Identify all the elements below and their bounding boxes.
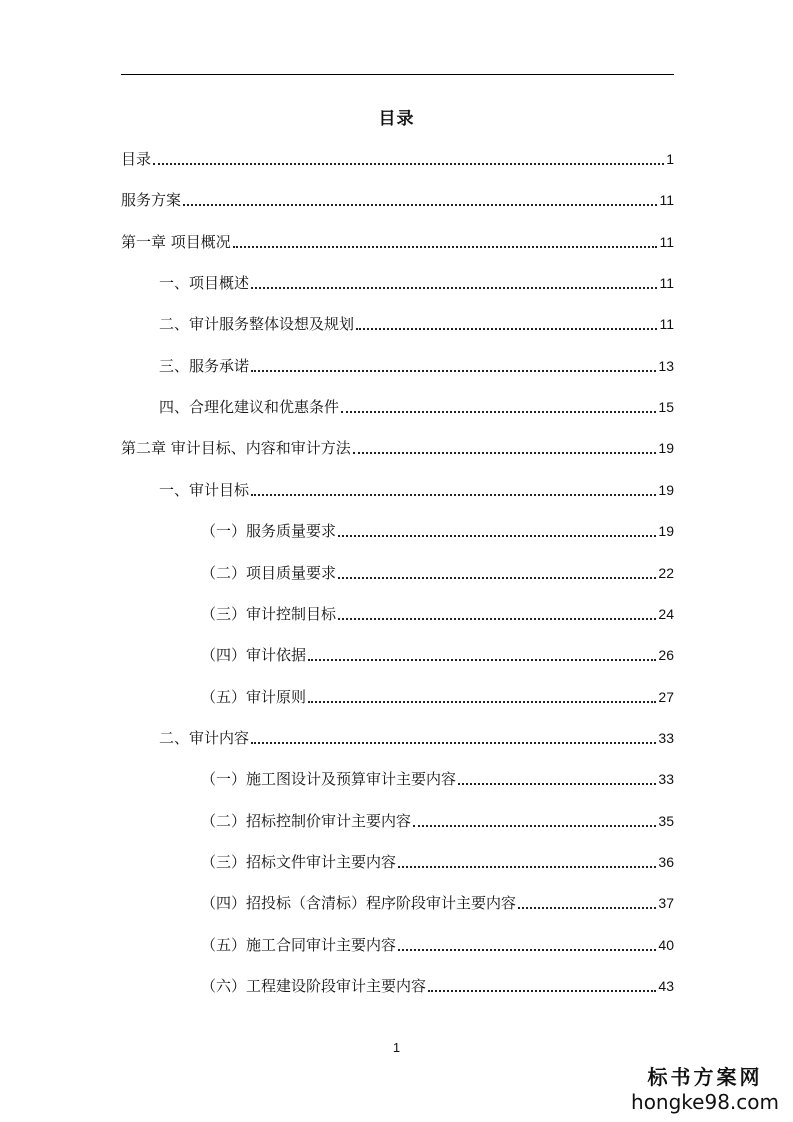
toc-entry-page: 11 (659, 316, 674, 333)
toc-entry[interactable] (121, 355, 674, 377)
toc-dot-leader (338, 535, 656, 537)
toc-dot-leader (251, 287, 657, 289)
toc-dot-leader (251, 370, 656, 372)
toc-entry-page: 11 (659, 233, 674, 250)
toc-dot-leader (308, 659, 656, 661)
toc-entry-label: 第一章 项目概况 (121, 232, 231, 251)
toc-entry-page: 11 (659, 275, 674, 292)
toc-entry-page: 33 (658, 771, 674, 788)
toc-entry[interactable] (121, 148, 674, 170)
toc-entry-page: 19 (658, 481, 674, 498)
toc-entry-label: （五）施工合同审计主要内容 (201, 935, 397, 954)
page-number: 1 (392, 1040, 401, 1055)
toc-dot-leader (338, 618, 656, 620)
toc-entry[interactable] (121, 851, 674, 873)
toc-entry[interactable] (121, 934, 674, 956)
toc-entry-page: 26 (658, 647, 674, 664)
toc-entry-label: 一、项目概述 (159, 274, 250, 293)
watermark-url: hongke98.com (631, 1090, 779, 1114)
toc-dot-leader (398, 949, 656, 951)
toc-entry-label: 四、合理化建议和优惠条件 (159, 398, 340, 417)
toc-entry-page: 15 (658, 399, 674, 416)
toc-entry-label: （二）招标控制价审计主要内容 (201, 811, 412, 830)
toc-dot-leader (428, 990, 656, 992)
toc-entry-page: 11 (659, 192, 674, 209)
toc-dot-leader (338, 577, 656, 579)
toc-dot-leader (356, 328, 657, 330)
toc-dot-leader (251, 494, 656, 496)
toc-dot-leader (413, 825, 656, 827)
toc-entry[interactable] (121, 603, 674, 625)
toc-dot-leader (183, 204, 657, 206)
toc-entry[interactable] (121, 768, 674, 790)
toc-entry[interactable] (121, 231, 674, 253)
toc-entry[interactable] (121, 892, 674, 914)
toc-entry[interactable] (121, 727, 674, 749)
toc-entry[interactable] (121, 520, 674, 542)
toc-entry-label: 第二章 审计目标、内容和审计方法 (121, 439, 351, 458)
toc-entry[interactable] (121, 313, 674, 335)
toc-entry-label: 目录 (121, 150, 152, 168)
toc-entry-page: 1 (666, 151, 674, 167)
toc-entry-page: 43 (658, 978, 674, 994)
toc-dot-leader (398, 866, 656, 868)
toc-entry-label: （五）审计原则 (201, 687, 307, 706)
toc-dot-leader (251, 742, 656, 744)
toc-entry-label: （三）审计控制目标 (201, 604, 337, 623)
toc-entry-label: （一）服务质量要求 (201, 522, 337, 541)
toc-entry-label: （三）招标文件审计主要内容 (201, 852, 397, 871)
toc-entry-label: （六）工程建设阶段审计主要内容 (201, 977, 427, 995)
toc-entry[interactable] (121, 189, 674, 211)
toc-entry-page: 37 (658, 895, 674, 912)
toc-entry-label: （二）项目质量要求 (201, 563, 337, 582)
toc-entry-label: 二、审计服务整体设想及规划 (159, 315, 355, 334)
toc-entry[interactable] (121, 272, 674, 294)
toc-entry-page: 24 (658, 605, 674, 622)
toc-entry-page: 40 (658, 936, 674, 953)
toc-title: 目录 (378, 109, 415, 129)
watermark-site-name: 标书方案网 (647, 1065, 763, 1089)
toc-entry-page: 19 (658, 523, 674, 540)
toc-entry-page: 13 (658, 357, 674, 374)
toc-entry-page: 19 (658, 440, 674, 457)
toc-entry[interactable] (121, 437, 674, 459)
toc-entry[interactable] (121, 479, 674, 501)
toc-entry-label: 一、审计目标 (159, 480, 250, 499)
toc-dot-leader (341, 411, 656, 413)
toc-entry-page: 33 (658, 729, 674, 746)
toc-dot-leader (153, 163, 664, 165)
toc-entry-page: 22 (658, 564, 674, 581)
toc-entry-page: 36 (658, 853, 674, 870)
toc-entry-label: 服务方案 (121, 191, 182, 210)
toc-dot-leader (308, 701, 656, 703)
toc-entry[interactable] (121, 562, 674, 584)
toc-entry[interactable] (121, 644, 674, 666)
toc-entry-label: （四）审计依据 (201, 646, 307, 665)
toc-entry-page: 35 (658, 812, 674, 829)
toc-entry[interactable] (121, 975, 674, 997)
toc-entry-label: （四）招投标（含清标）程序阶段审计主要内容 (201, 894, 517, 913)
toc-entry-label: 三、服务承诺 (159, 356, 250, 375)
toc-dot-leader (233, 246, 658, 248)
header-rule (121, 74, 674, 75)
watermark-logo (631, 1061, 779, 1114)
toc-dot-leader (458, 783, 656, 785)
toc-dot-leader (353, 452, 657, 454)
toc-entry-page: 27 (658, 688, 674, 705)
toc-entry[interactable] (121, 686, 674, 708)
toc-dot-leader (518, 907, 656, 909)
toc-entry-label: 二、审计内容 (159, 728, 250, 747)
toc-entry[interactable] (121, 396, 674, 418)
toc-entry-label: （一）施工图设计及预算审计主要内容 (201, 770, 457, 789)
toc-entry[interactable] (121, 810, 674, 832)
